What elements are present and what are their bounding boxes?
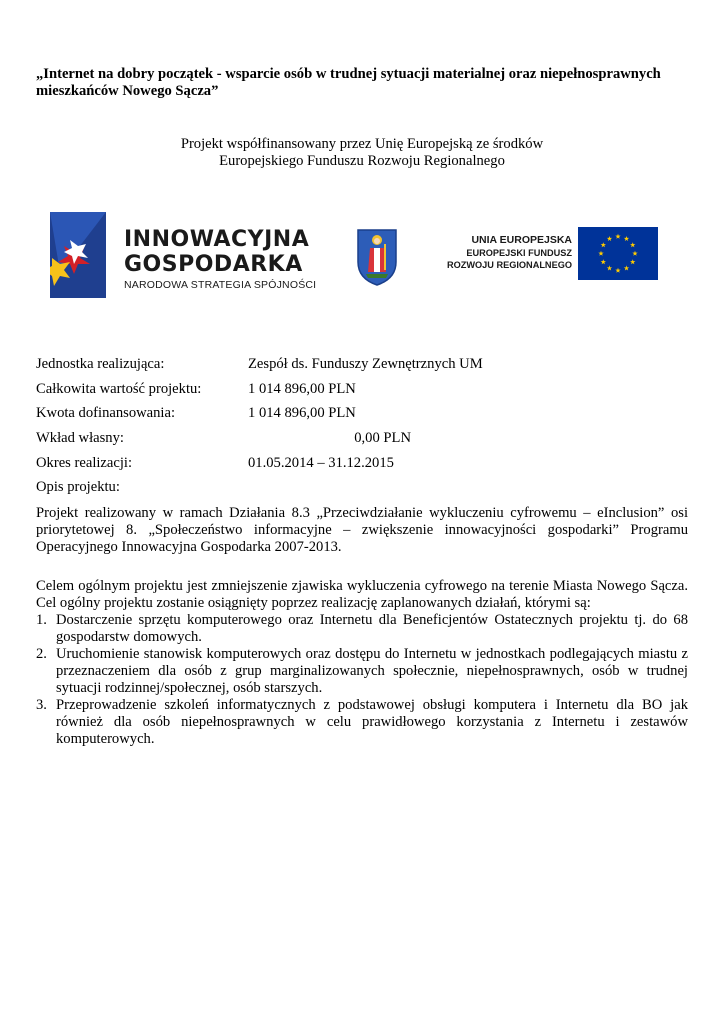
- info-label: Wkład własny:: [36, 430, 124, 447]
- goals-list: [36, 612, 688, 748]
- info-label: Jednostka realizująca:: [36, 356, 165, 372]
- eu-text-block: [430, 234, 572, 271]
- description-paragraph: Projekt realizowany w ramach Działania 8.3 „Przeciwdziałanie wykluczeniu cyfrowemu – eInclusion” osi priorytetowej 8. „Społeczeństwo informacyjne – zwiększenie innowacyjności gospodarki” Programu Operacyjnego Innowacyjna Gospodarka 2007-2013.: [36, 505, 688, 555]
- cofunding-line-1: Projekt współfinansowany przez Unię Europejską ze środków: [180, 136, 544, 152]
- city-crest-icon: [356, 228, 398, 286]
- info-value: 1 014 896,00 PLN: [248, 380, 356, 397]
- eu-regional-text: ROZWOJU REGIONALNEGO: [446, 260, 572, 270]
- goal-number: 1.: [36, 612, 47, 628]
- logo-strip: [0, 208, 724, 304]
- info-label: Opis projektu:: [36, 479, 120, 496]
- info-value: Zespół ds. Funduszy Zewnętrznych UM: [248, 356, 483, 372]
- info-row: [36, 381, 696, 406]
- goal-text: Dostarczenie sprzętu komputerowego oraz Internetu dla Beneficjentów Ostatecznych projektu tj. do 68 gospodarstw domowych.: [56, 612, 688, 645]
- goal-number: 2.: [36, 646, 47, 662]
- goal-text: Przeprowadzenie szkoleń informatycznych z podstawowej obsługi komputera i Internetu dla BO jak również dla osób niepełnosprawnych w celu prawidłowego korzystania z Internetu i zestawów komputerowych.: [56, 697, 688, 747]
- info-value: 1 014 896,00 PLN: [248, 405, 356, 422]
- goal-item: [36, 697, 688, 748]
- eu-fund-text: EUROPEJSKI FUNDUSZ: [466, 248, 572, 258]
- project-info-table: [36, 356, 696, 504]
- cofunding-line-2: Europejskiego Funduszu Rozwoju Regionalnego: [219, 153, 505, 169]
- innowacyjna-logo-text: INNOWACYJNA: [124, 227, 310, 252]
- info-row: [36, 356, 696, 381]
- goal-number: 3.: [36, 697, 47, 713]
- eu-flag-icon: [578, 227, 658, 280]
- innowacyjna-gospodarka-logo-icon: [50, 212, 106, 298]
- project-description: [36, 505, 688, 556]
- eu-name-text: UNIA EUROPEJSKA: [471, 234, 572, 246]
- info-row: [36, 430, 696, 455]
- info-label: Kwota dofinansowania:: [36, 405, 176, 422]
- info-label: Całkowita wartość projektu:: [36, 380, 202, 397]
- goal-intro: Celem ogólnym projektu jest zmniejszenie zjawiska wykluczenia cyfrowego na terenie Miasta Nowego Sącza. Cel ogólny projektu zostanie osiągnięty poprzez realizację zaplanowanych działań, którymi są:: [36, 578, 688, 611]
- info-value: 01.05.2014 – 31.12.2015: [248, 454, 394, 471]
- gospodarka-logo-text: GOSPODARKA: [124, 252, 303, 277]
- document-title: „Internet na dobry początek - wsparcie osób w trudnej sytuacji materialnej oraz niepełnosprawnych mieszkańców Nowego Sącza”: [36, 66, 661, 99]
- info-row: [36, 479, 696, 504]
- project-goals: [36, 578, 688, 748]
- goal-item: [36, 612, 688, 646]
- goal-item: [36, 646, 688, 697]
- info-label: Okres realizacji:: [36, 454, 133, 471]
- info-row: [36, 405, 696, 430]
- strategia-logo-text: NARODOWA STRATEGIA SPÓJNOŚCI: [124, 279, 317, 291]
- info-value: 0,00 PLN: [354, 430, 411, 447]
- goal-text: Uruchomienie stanowisk komputerowych oraz dostępu do Internetu w jednostkach podlegających miastu z przeznaczeniem dla osób z grup marginalizowanych społecznie, niepełnosprawnych, osób w trudnej sytuacji rodzinnej/społecznej, osób starszych.: [56, 646, 688, 696]
- info-row: [36, 455, 696, 480]
- cofunding-note: [0, 136, 724, 170]
